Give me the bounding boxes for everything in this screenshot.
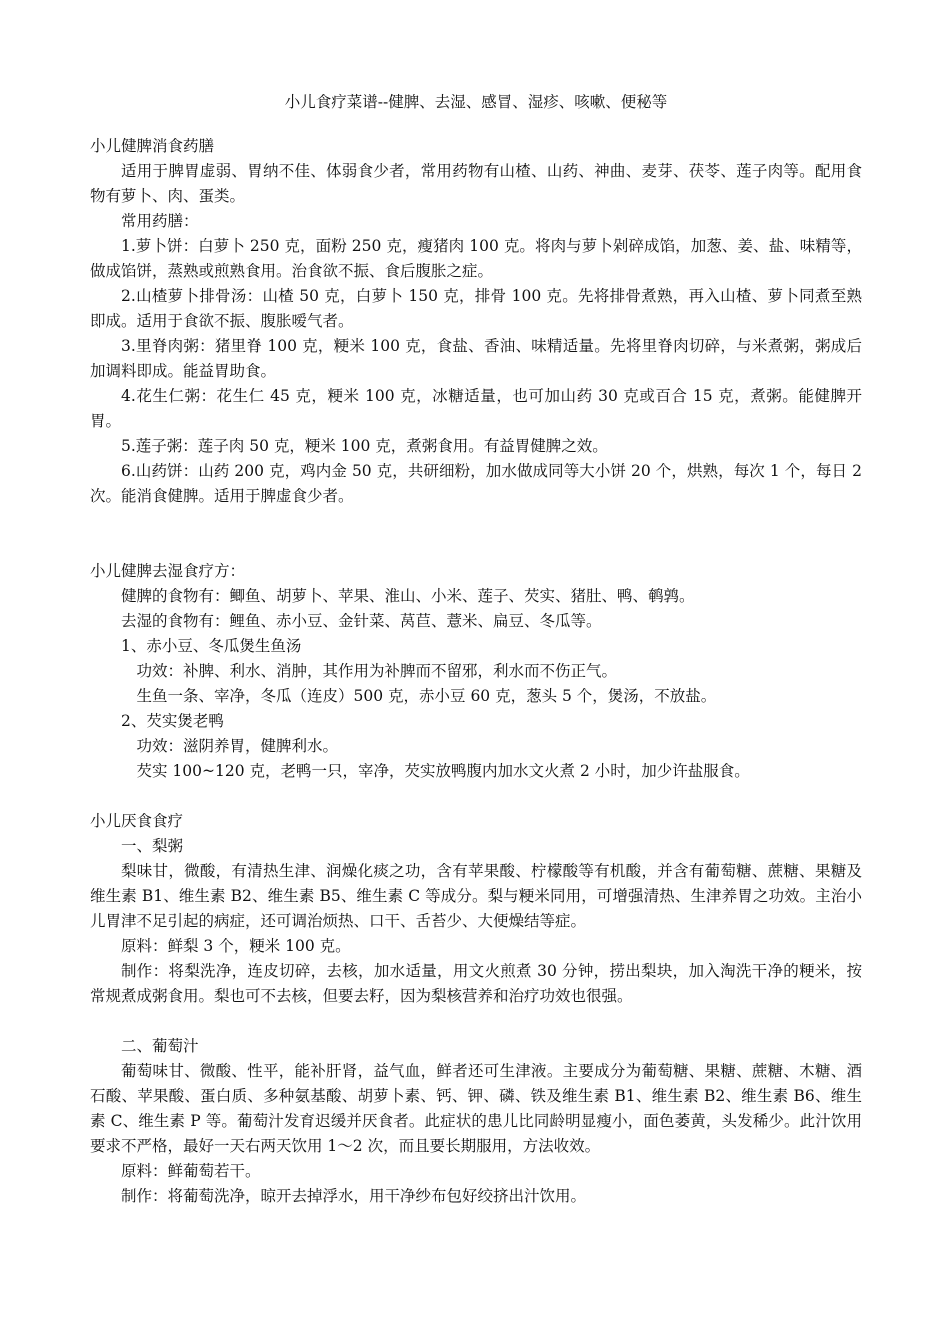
recipe-title: 二、葡萄汁	[121, 1037, 199, 1055]
recipe-method: 芡实 100~120 克，老鸭一只，宰净，芡实放鸭腹内加水文火煮 2 小时，加少许盐服食。	[136, 762, 750, 780]
document-title: 小儿食疗菜谱--健脾、去湿、感冒、湿疹、咳嗽、便秘等	[284, 93, 668, 111]
recipe-title: 一、梨粥	[121, 837, 184, 855]
recipe-item: 3.里脊肉粥：猪里脊 100 克，粳米 100 克，食盐、香油、味精适量。先将里脊肉切碎，与米煮粥，粥成后加调料即成。能益胃助食。	[90, 337, 862, 380]
recipe-item: 6.山药饼：山药 200 克，鸡内金 50 克，共研细粉，加水做成同等大小饼 20 个，烘熟，每次 1 个，每日 2 次。能消食健脾。适用于脾虚食少者。	[90, 462, 862, 505]
recipe-preparation: 制作：将葡萄洗净，晾开去掉浮水，用干净纱布包好绞挤出汁饮用。	[121, 1187, 587, 1205]
recipe-ingredients: 原料：鲜梨 3 个，粳米 100 克。	[121, 937, 351, 955]
paragraph-damp-foods: 去湿的食物有：鲤鱼、赤小豆、金针菜、莴苣、薏米、扁豆、冬瓜等。	[121, 612, 602, 630]
recipe-item: 1.萝卜饼：白萝卜 250 克，面粉 250 克，瘦猪肉 100 克。将肉与萝卜剁碎成馅，加葱、姜、盐、味精等，做成馅饼，蒸熟或煎熟食用。治食欲不振、食后腹胀之症。	[90, 237, 862, 280]
recipe-item: 4.花生仁粥：花生仁 45 克，粳米 100 克，冰糖适量，也可加山药 30 克或百合 15 克，煮粥。能健脾开胃。	[90, 387, 862, 430]
recipe-description: 梨味甘，微酸，有清热生津、润燥化痰之功，含有苹果酸、柠檬酸等有机酸，并含有葡萄糖、蔗糖、果糖及维生素 B1、维生素 B2、维生素 B5、维生素 C 等成分。梨与粳米同用，可增强清热、生津养胃之功效。主治小儿胃津不足引起的病症，还可调治烦热、口干、舌苔少、大便燥结等症。	[90, 862, 862, 930]
recipe-item: 5.莲子粥：莲子肉 50 克，粳米 100 克，煮粥食用。有益胃健脾之效。	[121, 437, 608, 455]
recipe-method: 生鱼一条、宰净，冬瓜（连皮）500 克，赤小豆 60 克，葱头 5 个，煲汤，不放盐。	[136, 687, 717, 705]
recipe-effect: 功效：滋阴养胃，健脾利水。	[136, 737, 339, 755]
document-page	[90, 90, 862, 1209]
section-heading-anorexia: 小儿厌食食疗	[90, 812, 184, 830]
recipe-effect: 功效：补脾、利水、消肿，其作用为补脾而不留邪，利水而不伤正气。	[136, 662, 618, 680]
recipe-preparation: 制作：将梨洗净，连皮切碎，去核，加水适量，用文火煎煮 30 分钟，捞出梨块，加入淘洗干净的粳米，按常规煮成粥食用。梨也可不去核，但要去籽，因为梨核营养和治疗功效也很强。	[90, 962, 862, 1005]
recipe-description: 葡萄味甘、微酸、性平，能补肝肾，益气血，鲜者还可生津液。主要成分为葡萄糖、果糖、蔗糖、木糖、酒石酸、苹果酸、蛋白质、多种氨基酸、胡萝卜素、钙、钾、磷、铁及维生素 B1、维生素 B2、维生素 B6、维生素 C、维生素 P 等。葡萄汁发育迟缓并厌食者。此症状的患儿比同龄明显瘦小，面色萎黄，头发稀少。此汁饮用要求不严格，最好一天右两天饮用 1～2 次，而且要长期服用，方法收效。	[90, 1062, 862, 1155]
section-heading-spleen-digestion: 小儿健脾消食药膳	[90, 137, 215, 155]
section-heading-spleen-damp: 小儿健脾去湿食疗方：	[90, 562, 246, 580]
paragraph-label: 常用药膳：	[121, 212, 199, 230]
recipe-title: 2、芡实煲老鸭	[121, 712, 224, 730]
paragraph-intro: 适用于脾胃虚弱、胃纳不佳、体弱食少者，常用药物有山楂、山药、神曲、麦芽、茯苓、莲子肉等。配用食物有萝卜、肉、蛋类。	[90, 162, 862, 205]
paragraph-spleen-foods: 健脾的食物有：鲫鱼、胡萝卜、苹果、淮山、小米、莲子、芡实、猪肚、鸭、鹌鹑。	[121, 587, 695, 605]
recipe-title: 1、赤小豆、冬瓜煲生鱼汤	[121, 637, 302, 655]
recipe-ingredients: 原料：鲜葡萄若干。	[121, 1162, 261, 1180]
recipe-item: 2.山楂萝卜排骨汤：山楂 50 克，白萝卜 150 克，排骨 100 克。先将排骨煮熟，再入山楂、萝卜同煮至熟即成。适用于食欲不振、腹胀嗳气者。	[90, 287, 862, 330]
